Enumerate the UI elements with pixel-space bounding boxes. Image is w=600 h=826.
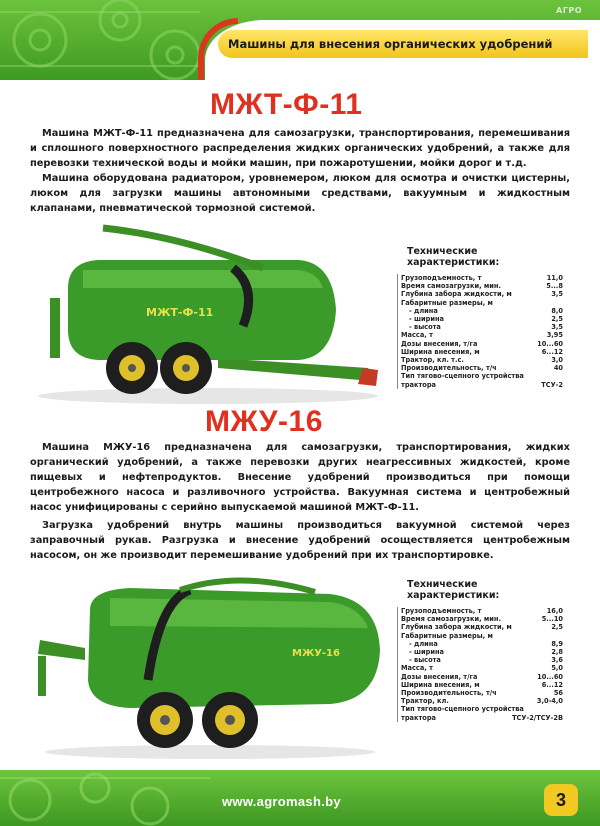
spec-label: Ширина внесения, м	[401, 680, 480, 689]
spec-row	[398, 689, 565, 697]
spec-label: Масса, т	[401, 331, 433, 340]
spec-value: 6...12	[541, 347, 563, 356]
spec-value: 3,95	[546, 331, 563, 340]
spec-label: Габаритные размеры, м	[401, 631, 493, 640]
specs-panel-mzhtf11	[395, 246, 565, 389]
spec-row	[398, 299, 565, 307]
spec-row	[398, 664, 565, 672]
spec-row	[398, 372, 565, 380]
spec-row	[398, 282, 565, 290]
website-link[interactable]: www.agromash.by	[222, 794, 341, 809]
spec-row	[398, 632, 565, 640]
spec-value: 5,0	[551, 664, 563, 673]
spec-label: - ширина	[409, 648, 445, 657]
spec-label: Производительность, т/ч	[401, 364, 497, 373]
spec-label: Глубина забора жидкости, м	[401, 290, 512, 299]
header-title-pill	[218, 30, 588, 58]
tank-label-mzhtf11: МЖТ-Ф-11	[146, 306, 214, 319]
product-description-1: Машина МЖТ-Ф-11 предназначена для самозагрузки, транспортирования, перемешивания и сплошного поверхностного распределения жидких органических удобрений, а также для перевозки технической воды и мойки машин, при пожаротушении, мойки дорог и т.д.	[30, 128, 570, 169]
spec-value: 2,8	[551, 648, 563, 657]
spec-row	[398, 323, 565, 331]
spec-value: 3,6	[551, 656, 563, 665]
spec-label: - высота	[409, 656, 441, 665]
spec-value: 56	[553, 689, 563, 698]
spec-row	[398, 714, 565, 722]
spec-label: Грузоподъемность, т	[401, 274, 482, 282]
spec-value	[563, 632, 565, 640]
spec-value: 5...10	[541, 615, 563, 624]
header-title: Машины для внесения органических удобрений	[228, 37, 553, 51]
spec-row	[398, 290, 565, 298]
spec-label: Время самозагрузки, мин.	[401, 282, 501, 291]
spec-table	[397, 274, 565, 389]
header-banner	[0, 0, 600, 80]
specs-title: Технические характеристики:	[407, 246, 500, 268]
spec-label: Ширина внесения, м	[401, 347, 480, 356]
spec-value: 8,0	[551, 306, 563, 315]
spec-row	[398, 673, 565, 681]
spec-value: 40	[553, 364, 563, 373]
page-number: 3	[544, 784, 578, 816]
spec-row	[398, 340, 565, 348]
spec-table	[397, 607, 565, 722]
spec-row	[398, 623, 565, 631]
spec-value: ТСУ-2/ТСУ-2В	[512, 713, 563, 722]
spec-row	[398, 364, 565, 372]
spec-row	[398, 381, 565, 389]
spec-value: 3,5	[551, 323, 563, 332]
spec-row	[398, 315, 565, 323]
spec-value: 3,5	[551, 290, 563, 299]
tank-label-mzhu16: МЖУ-16	[292, 648, 340, 659]
spec-row	[398, 615, 565, 623]
spec-row	[398, 356, 565, 364]
spec-value	[563, 372, 565, 380]
spec-label: Глубина забора жидкости, м	[401, 623, 512, 632]
product-description-4: Загрузка удобрений внутрь машины производиться вакуумной системой через заправочный рукав. Разгрузка и внесение удобрений осоществляется центробежным насосом, он же производит перемешивание удобрений при их транспортировке.	[30, 520, 570, 561]
spec-value: 8,9	[551, 639, 563, 648]
spec-label: - длина	[409, 306, 438, 315]
spec-value: 10...60	[537, 672, 563, 681]
spec-row	[398, 648, 565, 656]
footer-banner	[0, 770, 600, 826]
spec-value	[563, 299, 565, 307]
spec-row	[398, 274, 565, 282]
spec-label: - ширина	[409, 315, 445, 324]
spec-value: 3,0-4,0	[536, 697, 563, 706]
product-description-3: Машина МЖУ-16 предназначена для самозагрузки, транспортирования, жидких органический удобрений, а также перевозки других неагрессивных жидкостей, кроме пищевых и нефтепродуктов. Внесение удобрений производиться при помощи центробежного насоса и разливочного устройства. Вакуумная система и центробежный насос унифицированы с серийно выпускаемой машиной МЖТ-Ф-11.	[30, 442, 570, 513]
spec-label: - длина	[409, 639, 438, 648]
spec-row	[398, 705, 565, 713]
spec-row	[398, 697, 565, 705]
spec-value: 10...60	[537, 339, 563, 348]
spec-value: ТСУ-2	[541, 380, 563, 389]
spec-value: 2,5	[551, 315, 563, 324]
product-title-mzhu16: МЖУ-16	[205, 405, 323, 438]
vehicle-image-mzhtf11	[28, 218, 388, 408]
product-title-mzhtf11: МЖТ-Ф-11	[210, 88, 363, 121]
spec-value: 16,0	[546, 607, 563, 615]
spec-label: Дозы внесения, т/га	[401, 339, 478, 348]
spec-row	[398, 656, 565, 664]
specs-title: Технические характеристики:	[407, 579, 500, 601]
product-description-2: Машина оборудована радиатором, уровнемером, люком для осмотра и очистки цистерны, люком для загрузки машины автономными средствами, вакуумным и жидкостным клапанами, пневматической тормозной системой.	[30, 173, 570, 214]
spec-value: 6...12	[541, 680, 563, 689]
spec-label: Трактор, кл. т.с.	[401, 356, 464, 365]
spec-label: Дозы внесения, т/га	[401, 672, 478, 681]
spec-value: 11,0	[546, 274, 563, 282]
spec-label: Масса, т	[401, 664, 433, 673]
spec-value: 5...8	[546, 282, 563, 291]
spec-row	[398, 307, 565, 315]
spec-label: - высота	[409, 323, 441, 332]
spec-label: трактора	[401, 380, 436, 389]
spec-label: Время самозагрузки, мин.	[401, 615, 501, 624]
spec-label: Габаритные размеры, м	[401, 298, 493, 307]
spec-value: 2,5	[551, 623, 563, 632]
spec-label: Трактор, кл.	[401, 697, 449, 706]
spec-row	[398, 640, 565, 648]
spec-label: Производительность, т/ч	[401, 689, 497, 698]
spec-row	[398, 348, 565, 356]
spec-row	[398, 331, 565, 339]
spec-value	[563, 705, 565, 713]
spec-row	[398, 681, 565, 689]
vehicle-image-mzhu16	[30, 570, 390, 760]
spec-value: 3,0	[551, 356, 563, 365]
specs-panel-mzhu16	[395, 579, 565, 722]
spec-label: Тип тягово-сцепного устройства	[401, 705, 524, 714]
spec-label: Грузоподъемность, т	[401, 607, 482, 615]
header-logo: AГРО	[556, 6, 582, 15]
spec-label: трактора	[401, 713, 436, 722]
spec-label: Тип тягово-сцепного устройства	[401, 372, 524, 381]
spec-row	[398, 607, 565, 615]
